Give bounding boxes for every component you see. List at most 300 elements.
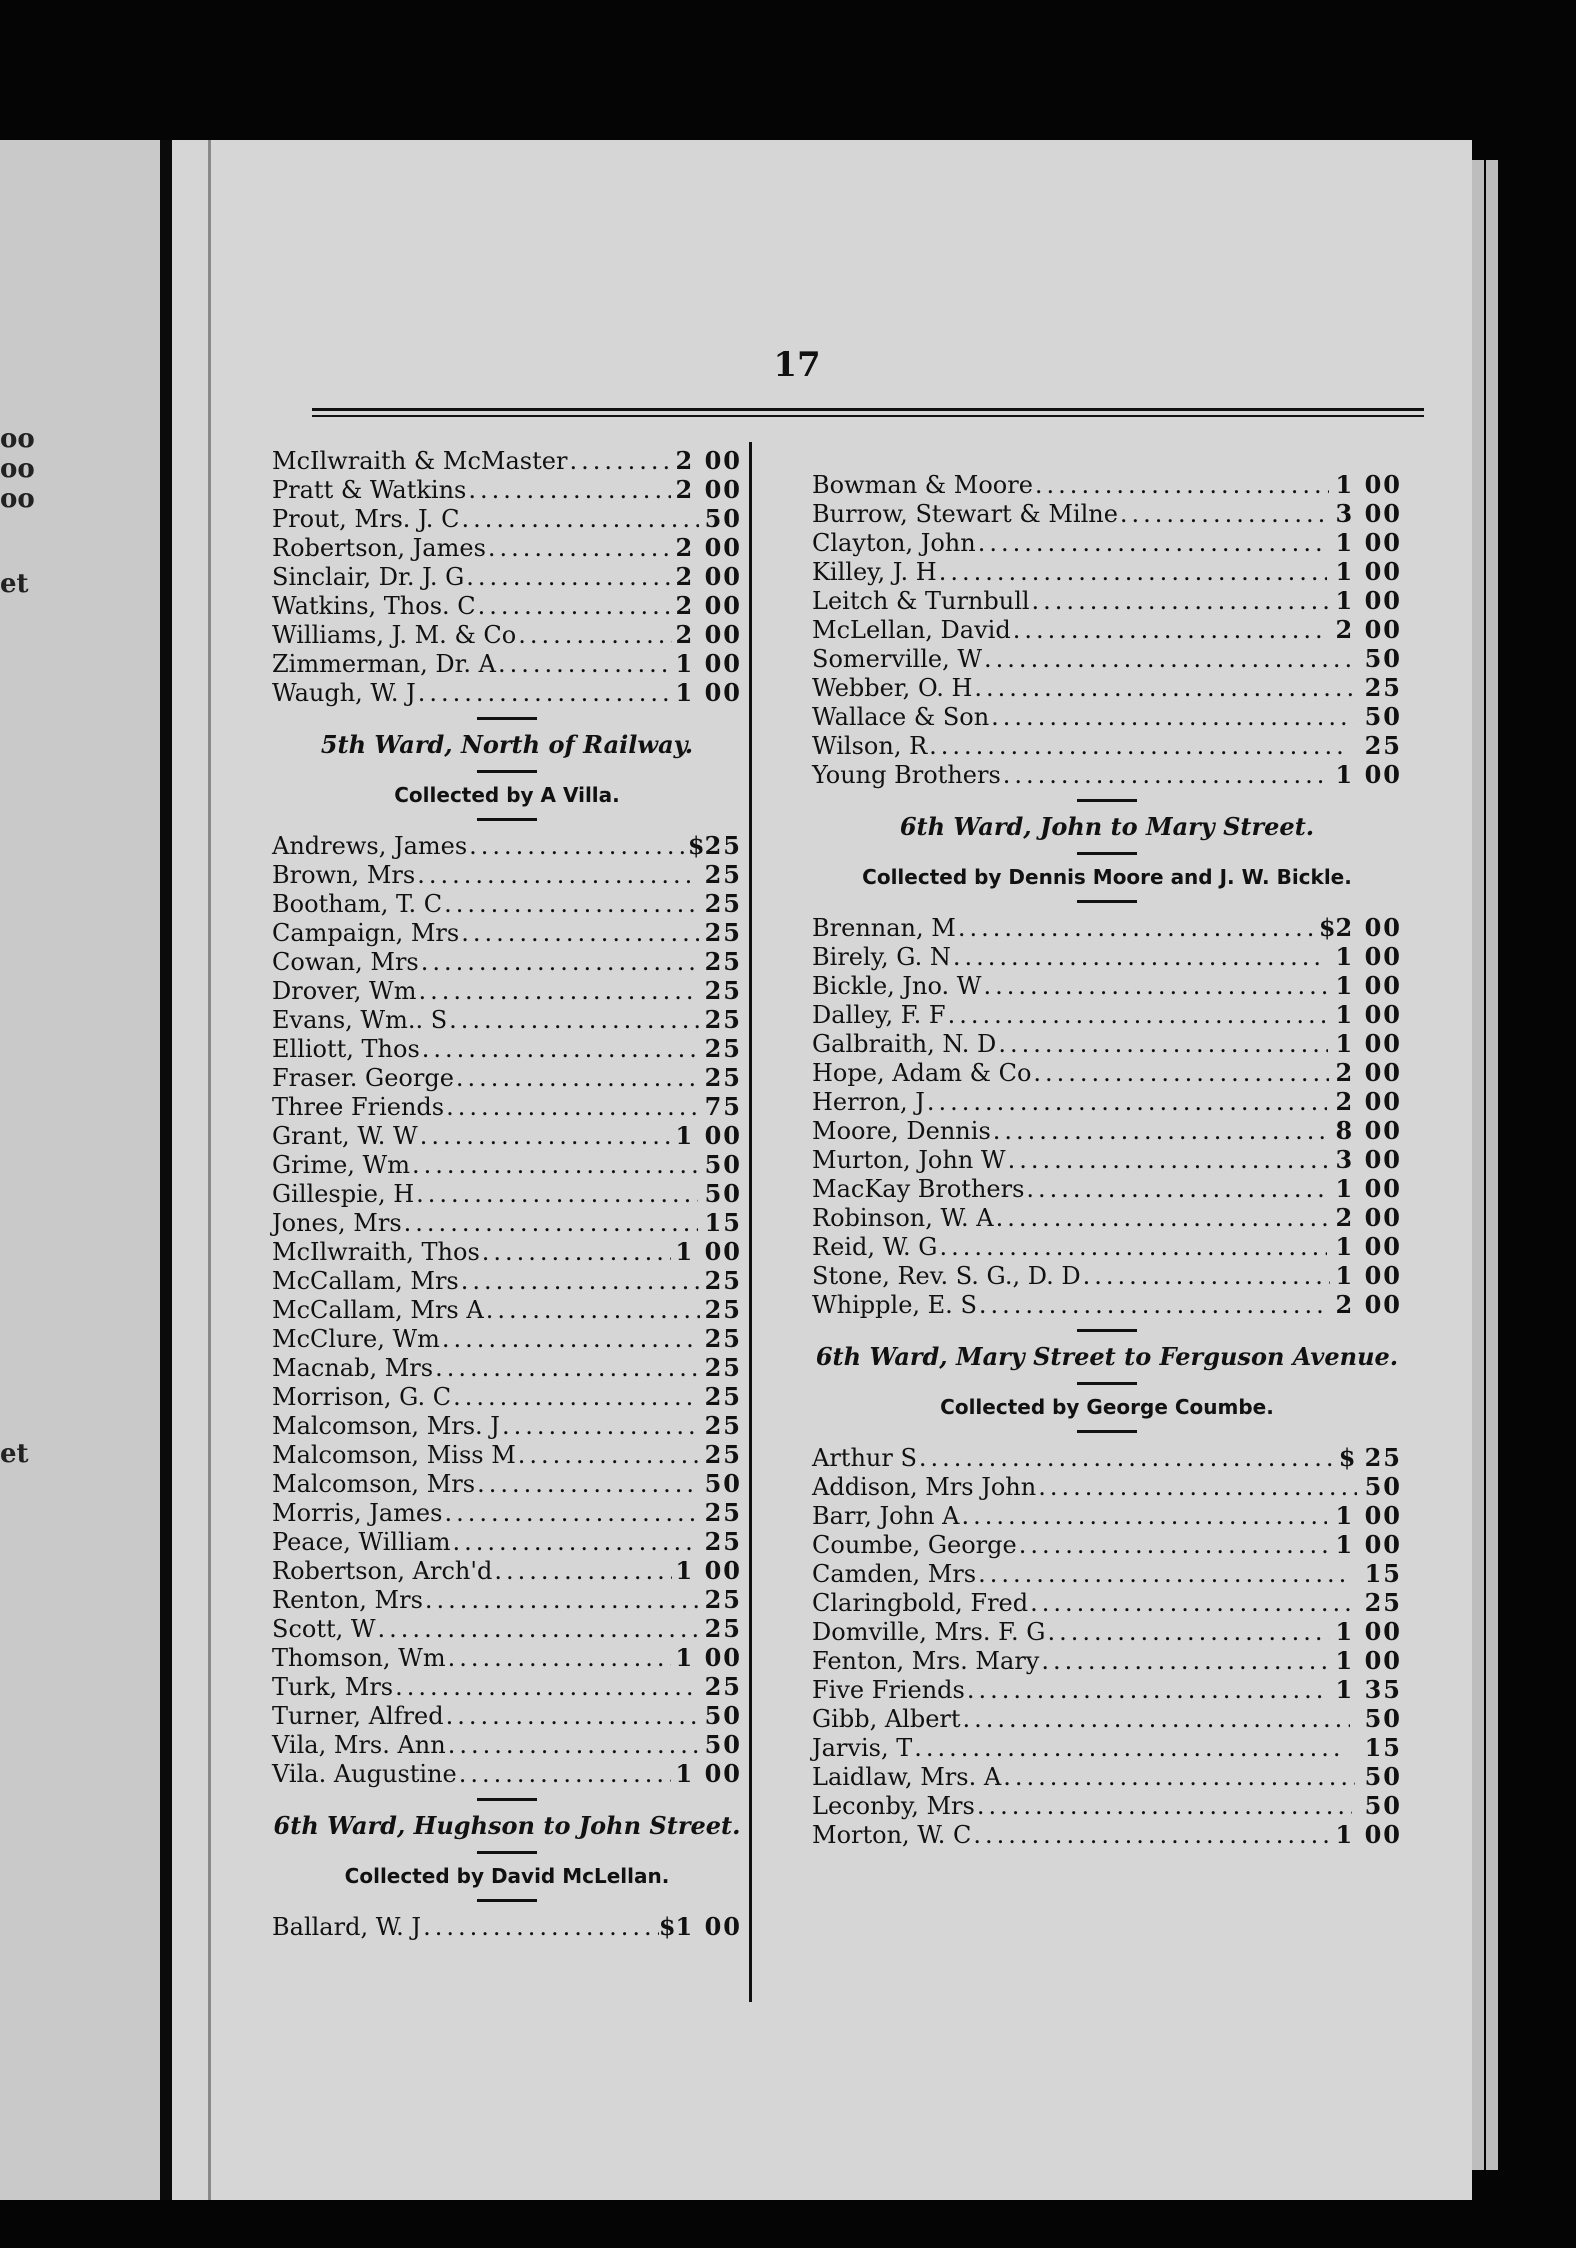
dot-leader <box>937 558 1327 587</box>
list-item <box>812 1261 1402 1290</box>
entry-amount: 50 <box>1364 702 1402 731</box>
dot-leader <box>977 1291 1328 1320</box>
dot-leader <box>956 914 1319 943</box>
dot-leader <box>416 679 670 708</box>
dot-leader <box>951 943 1327 972</box>
section-rule <box>477 770 537 773</box>
list-item <box>272 1237 742 1266</box>
entry-amount: 1 00 <box>675 1556 742 1585</box>
entry-amount: 15 <box>1364 1559 1402 1588</box>
list-item <box>272 562 742 591</box>
dot-leader <box>976 529 1328 558</box>
entry-name: Watkins, Thos. C <box>272 592 476 620</box>
list-item <box>272 1912 742 1941</box>
dot-leader <box>972 674 1351 703</box>
entry-amount: 15 <box>1364 1733 1402 1762</box>
list-item <box>812 1530 1402 1559</box>
dot-leader <box>393 1673 698 1702</box>
entry-amount: 50 <box>704 504 742 533</box>
entry-name: Cowan, Mrs <box>272 948 419 976</box>
dot-leader <box>1028 1589 1357 1618</box>
entry-amount: 25 <box>704 1324 742 1353</box>
entry-amount: 1 00 <box>675 649 742 678</box>
entry-amount: 50 <box>1364 1762 1402 1791</box>
entry-name: Turner, Alfred <box>272 1702 444 1730</box>
entry-amount: 1 00 <box>1335 586 1402 615</box>
list-item <box>812 1472 1402 1501</box>
entry-name: Domville, Mrs. F. G <box>812 1618 1046 1646</box>
entry-name: Three Friends <box>272 1093 445 1121</box>
entry-amount: 2 00 <box>675 591 742 620</box>
entry-name: McCallam, Mrs <box>272 1267 459 1295</box>
entry-amount: 25 <box>704 1411 742 1440</box>
list-item <box>812 760 1402 789</box>
list-item <box>812 1443 1402 1472</box>
list-item <box>812 1290 1402 1319</box>
dot-leader <box>420 1035 699 1064</box>
entry-name: Renton, Mrs <box>272 1586 423 1614</box>
header-rule <box>312 415 1424 417</box>
entry-amount: 50 <box>1364 1791 1403 1820</box>
list-item <box>272 1527 742 1556</box>
list-item <box>812 942 1402 971</box>
torn-edge <box>208 140 211 2200</box>
entry-name: Laidlaw, Mrs. A <box>812 1763 1002 1791</box>
list-item <box>272 1005 742 1034</box>
list-item <box>272 831 742 860</box>
list-item <box>272 1469 742 1498</box>
dot-leader <box>516 621 672 650</box>
entry-name: Jarvis, T <box>812 1734 913 1762</box>
list-item <box>272 947 742 976</box>
entry-name: Vila, Mrs. Ann <box>272 1731 446 1759</box>
entry-amount: 25 <box>704 1034 742 1063</box>
list-item <box>272 1266 742 1295</box>
section-rule <box>1077 1329 1137 1332</box>
entry-amount: 8 00 <box>1335 1116 1402 1145</box>
dot-leader <box>981 972 1327 1001</box>
dot-leader <box>971 1821 1327 1850</box>
ward-heading: 6th Ward, Mary Street to Ferguson Avenue. <box>815 1342 1399 1371</box>
entry-name: Robertson, Arch'd <box>272 1557 493 1585</box>
entry-amount: 50 <box>704 1150 742 1179</box>
entry-name: Stone, Rev. S. G., D. D <box>812 1262 1081 1290</box>
dot-leader <box>1024 1175 1328 1204</box>
list-item <box>272 889 742 918</box>
list-item <box>812 557 1402 586</box>
list-item <box>272 1440 742 1469</box>
entry-amount: 1 00 <box>1335 470 1402 499</box>
entry-name: Grant, W. W <box>272 1122 418 1150</box>
dollar-sign: $ <box>687 831 705 860</box>
entry-name: Camden, Mrs <box>812 1560 977 1588</box>
entry-amount: 25 <box>704 918 742 947</box>
dot-leader <box>457 1760 671 1789</box>
dot-leader <box>416 977 698 1006</box>
entry-name: Murton, John W <box>812 1146 1006 1174</box>
list-item <box>812 1559 1402 1588</box>
book-gutter <box>160 140 172 2200</box>
list-item <box>272 1034 742 1063</box>
ward-heading: 6th Ward, Hughson to John Street. <box>273 1811 741 1840</box>
list-item <box>272 1208 742 1237</box>
entry-amount: 2 00 <box>1335 1087 1402 1116</box>
dot-leader <box>991 1117 1328 1146</box>
entry-amount: 1 00 <box>1335 1501 1402 1530</box>
entry-amount: 1 00 <box>675 1121 742 1150</box>
list-item <box>272 446 742 475</box>
list-item <box>812 1675 1402 1704</box>
entry-amount: 25 <box>1364 731 1402 760</box>
list-item <box>272 1614 742 1643</box>
entry-name: Andrews, James <box>272 832 468 860</box>
dot-leader <box>444 1093 699 1122</box>
list-item <box>812 586 1402 615</box>
list-item <box>272 591 742 620</box>
entry-name: Birely, G. N <box>812 943 951 971</box>
dot-leader <box>459 919 699 948</box>
entry-amount: 1 00 <box>675 1759 742 1788</box>
section-rule <box>477 818 537 821</box>
entry-amount: 50 <box>1364 1704 1402 1733</box>
list-item <box>812 731 1402 760</box>
list-item <box>272 678 742 707</box>
section-rule <box>1077 1430 1137 1433</box>
left-page-fragment <box>0 140 160 2200</box>
dot-leader <box>1081 1262 1330 1291</box>
entry-amount: 25 <box>704 1353 742 1382</box>
entry-name: Thomson, Wm <box>272 1644 446 1672</box>
dot-leader <box>946 1001 1327 1030</box>
entry-name: Turk, Mrs <box>272 1673 394 1701</box>
dot-leader <box>410 1151 698 1180</box>
entry-amount: 3 00 <box>1335 499 1402 528</box>
list-item <box>272 1498 742 1527</box>
entry-list <box>812 1443 1402 1849</box>
entry-amount: 1 00 <box>1335 528 1402 557</box>
list-item <box>812 1501 1402 1530</box>
list-item <box>812 702 1402 731</box>
entry-name: Webber, O. H <box>812 674 973 702</box>
entry-amount: 1 35 <box>1335 1675 1402 1704</box>
dot-leader <box>975 1792 1352 1821</box>
entry-name: Prout, Mrs. J. C <box>272 505 460 533</box>
section-rule <box>477 1851 537 1854</box>
entry-amount: 2 00 <box>675 620 742 649</box>
ward-heading: 5th Ward, North of Railway. <box>320 730 694 759</box>
column-divider <box>749 442 752 2002</box>
dot-leader <box>912 1734 1344 1763</box>
dot-leader <box>567 447 673 476</box>
entry-name: Wallace & Son <box>812 703 990 731</box>
entry-name: Moore, Dennis <box>812 1117 991 1145</box>
section-rule <box>1077 1382 1137 1385</box>
entry-amount: 2 00 <box>1335 1058 1402 1087</box>
entry-name: Galbraith, N. D <box>812 1030 997 1058</box>
entry-name: Morton, W. C <box>812 1821 972 1849</box>
dot-leader <box>1011 616 1329 645</box>
left-column <box>272 446 742 1941</box>
entry-name: McIlwraith & McMaster <box>272 447 568 475</box>
section-rule <box>477 1899 537 1902</box>
entry-name: Grime, Wm <box>272 1151 410 1179</box>
entry-name: Scott, W <box>272 1615 376 1643</box>
collector-heading: Collected by David McLellan. <box>344 1864 670 1888</box>
entry-amount: 1 00 <box>1335 1029 1402 1058</box>
entry-amount: 1 00 <box>1335 1261 1402 1290</box>
entry-amount: 50 <box>704 1730 742 1759</box>
dot-leader <box>996 1030 1328 1059</box>
list-item <box>812 1000 1402 1029</box>
list-item <box>272 533 742 562</box>
entry-amount: 2 00 <box>1335 913 1402 942</box>
dot-leader <box>1017 1531 1329 1560</box>
collector-heading: Collected by Dennis Moore and J. W. Bickle. <box>862 865 1352 889</box>
entry-name: Sinclair, Dr. J. G <box>272 563 465 591</box>
entry-name: Burrow, Stewart & Milne <box>812 500 1118 528</box>
entry-name: McCallam, Mrs A <box>272 1296 484 1324</box>
list-item <box>812 1116 1402 1145</box>
entry-amount: 2 00 <box>675 475 742 504</box>
entry-amount: 25 <box>1364 1588 1402 1617</box>
list-item <box>812 1617 1402 1646</box>
list-item <box>812 1058 1402 1087</box>
entry-list <box>272 831 742 1788</box>
entry-name: Claringbold, Fred <box>812 1589 1029 1617</box>
list-item <box>272 1672 742 1701</box>
list-item <box>272 1730 742 1759</box>
entry-name: Killey, J. H <box>812 558 937 586</box>
entry-amount: 1 00 <box>1335 1174 1402 1203</box>
header-rule <box>312 408 1424 411</box>
dot-leader <box>418 1122 670 1151</box>
list-item <box>812 1762 1402 1791</box>
dot-leader <box>1036 1473 1357 1502</box>
dot-leader <box>467 832 688 861</box>
dot-leader <box>476 592 672 621</box>
list-item <box>272 1121 742 1150</box>
entry-name: Five Friends <box>812 1676 965 1704</box>
dot-leader <box>500 1412 700 1441</box>
entry-name: Barr, John A <box>812 1502 960 1530</box>
dot-leader <box>1030 587 1329 616</box>
section-rule <box>477 1798 537 1801</box>
dot-leader <box>475 1470 700 1499</box>
entry-amount: 3 00 <box>1335 1145 1402 1174</box>
entry-name: Macnab, Mrs <box>272 1354 434 1382</box>
dot-leader <box>419 948 699 977</box>
dot-leader <box>989 703 1354 732</box>
dot-leader <box>447 1006 699 1035</box>
list-item <box>272 1179 742 1208</box>
entry-amount: 25 <box>1364 1443 1402 1472</box>
section-rule <box>1077 852 1137 855</box>
left-fragment-text: oo <box>0 454 35 484</box>
entry-name: Malcomson, Mrs. J <box>272 1412 500 1440</box>
entry-amount: 2 00 <box>675 533 742 562</box>
list-item <box>812 673 1402 702</box>
entry-name: Whipple, E. S <box>812 1291 977 1319</box>
dot-leader <box>1001 1763 1355 1792</box>
dot-leader <box>1039 1647 1329 1676</box>
dot-leader <box>433 1354 699 1383</box>
ward-heading: 6th Ward, John to Mary Street. <box>899 812 1315 841</box>
entry-name: Gillespie, H <box>272 1180 415 1208</box>
entry-name: Brennan, M <box>812 914 956 942</box>
entry-name: Ballard, W. J <box>272 1913 422 1941</box>
list-item <box>812 971 1402 1000</box>
entry-amount: 2 00 <box>1335 615 1402 644</box>
dollar-sign: $ <box>1318 913 1336 942</box>
entry-amount: 1 00 <box>1335 760 1402 789</box>
entry-amount: 25 <box>704 1672 742 1701</box>
entry-amount: 1 00 <box>1335 942 1402 971</box>
list-item <box>272 1353 742 1382</box>
entry-amount: 25 <box>704 1382 742 1411</box>
list-item <box>812 1588 1402 1617</box>
dot-leader <box>925 1088 1327 1117</box>
entry-name: Malcomson, Mrs <box>272 1470 476 1498</box>
entry-name: Bickle, Jno. W <box>812 972 982 1000</box>
entry-amount: 25 <box>704 860 742 889</box>
entry-amount: 25 <box>704 976 742 1005</box>
list-item <box>812 1203 1402 1232</box>
list-item <box>272 1324 742 1353</box>
list-item <box>812 499 1402 528</box>
entry-amount: 1 00 <box>1335 1232 1402 1261</box>
entry-name: Leitch & Turnbull <box>812 587 1030 615</box>
entry-amount: 1 00 <box>1335 1646 1402 1675</box>
entry-name: Vila. Augustine <box>272 1760 457 1788</box>
left-fragment-text: et <box>0 1439 29 1469</box>
dot-leader <box>965 1676 1328 1705</box>
list-item <box>272 918 742 947</box>
entry-amount: 1 00 <box>675 678 742 707</box>
document-page <box>172 140 1472 2200</box>
list-item <box>812 1820 1402 1849</box>
dot-leader <box>451 1528 700 1557</box>
entry-amount: 75 <box>704 1092 742 1121</box>
entry-name: Coumbe, George <box>812 1531 1017 1559</box>
entry-name: Wilson, R <box>812 732 928 760</box>
dot-leader <box>444 1702 699 1731</box>
entry-amount: 1 00 <box>1335 971 1402 1000</box>
entry-name: Somerville, W <box>812 645 983 673</box>
entry-amount: 50 <box>1364 644 1402 673</box>
entry-amount: 2 00 <box>675 562 742 591</box>
page-edge <box>1472 160 1484 2170</box>
entry-name: McLellan, David <box>812 616 1011 644</box>
entry-amount: 1 00 <box>1335 1530 1402 1559</box>
page-number: 17 <box>773 345 821 385</box>
dot-leader <box>423 1586 699 1615</box>
left-fragment-text: oo <box>0 424 35 454</box>
left-fragment-text: oo <box>0 484 35 514</box>
entry-amount: 25 <box>704 1266 742 1295</box>
list-item <box>272 860 742 889</box>
entry-name: Zimmerman, Dr. A <box>272 650 496 678</box>
dot-leader <box>454 1064 699 1093</box>
section-rule <box>1077 799 1137 802</box>
section-rule <box>477 717 537 720</box>
list-item <box>812 528 1402 557</box>
entry-amount: 50 <box>704 1469 742 1498</box>
entry-amount: 1 00 <box>1335 1000 1402 1029</box>
dot-leader <box>976 1560 1352 1589</box>
entry-amount: 25 <box>704 1527 742 1556</box>
entry-amount: 1 00 <box>675 1643 742 1672</box>
entry-name: McIlwraith, Thos <box>272 1238 480 1266</box>
list-item <box>812 1029 1402 1058</box>
entry-amount: 25 <box>704 1295 742 1324</box>
entry-amount: 50 <box>1364 1472 1402 1501</box>
dot-leader <box>421 1913 659 1942</box>
list-item <box>812 615 1402 644</box>
entry-name: Evans, Wm.. S <box>272 1006 448 1034</box>
entry-name: Campaign, Mrs <box>272 919 460 947</box>
entry-amount: 50 <box>704 1701 742 1730</box>
entry-name: Williams, J. M. & Co <box>272 621 517 649</box>
list-item <box>812 470 1402 499</box>
entry-name: Jones, Mrs <box>272 1209 402 1237</box>
dollar-sign: $ <box>1338 1443 1356 1472</box>
entry-name: Robinson, W. A <box>812 1204 994 1232</box>
entry-name: Fenton, Mrs. Mary <box>812 1647 1040 1675</box>
collector-heading: Collected by A Villa. <box>394 783 620 807</box>
entry-amount: 25 <box>704 1005 742 1034</box>
list-item <box>812 1087 1402 1116</box>
list-item <box>812 1145 1402 1174</box>
dot-leader <box>440 1325 699 1354</box>
entry-amount: 2 00 <box>1335 1290 1402 1319</box>
entry-name: Fraser. George <box>272 1064 454 1092</box>
list-item <box>812 1791 1402 1820</box>
entry-name: Reid, W. G <box>812 1233 938 1261</box>
page-edge <box>1486 160 1498 2170</box>
dot-leader <box>1033 471 1329 500</box>
dot-leader <box>446 1644 671 1673</box>
entry-name: Gibb, Albert <box>812 1705 961 1733</box>
dot-leader <box>442 890 699 919</box>
dot-leader <box>459 505 699 534</box>
entry-list <box>272 446 742 707</box>
dot-leader <box>492 1557 671 1586</box>
dot-leader <box>982 645 1353 674</box>
entry-name: Leconby, Mrs <box>812 1792 975 1820</box>
list-item <box>812 644 1402 673</box>
dot-leader <box>1001 761 1328 790</box>
list-item <box>812 1733 1402 1762</box>
dot-leader <box>402 1209 698 1238</box>
entry-amount: 2 00 <box>1335 1203 1402 1232</box>
entry-name: Peace, William <box>272 1528 451 1556</box>
dot-leader <box>1118 500 1331 529</box>
list-item <box>272 976 742 1005</box>
list-item <box>812 1232 1402 1261</box>
entry-amount: 25 <box>704 889 742 918</box>
entry-name: Herron, J <box>812 1088 925 1116</box>
list-item <box>272 649 742 678</box>
list-item <box>812 913 1402 942</box>
dot-leader <box>496 650 672 679</box>
dot-leader <box>486 534 672 563</box>
entry-list <box>812 470 1402 789</box>
entry-name: Drover, Wm <box>272 977 417 1005</box>
entry-name: Young Brothers <box>812 761 1001 789</box>
entry-amount: 25 <box>704 1498 742 1527</box>
entry-amount: 1 00 <box>1335 557 1402 586</box>
entry-amount: 1 00 <box>1335 1617 1402 1646</box>
